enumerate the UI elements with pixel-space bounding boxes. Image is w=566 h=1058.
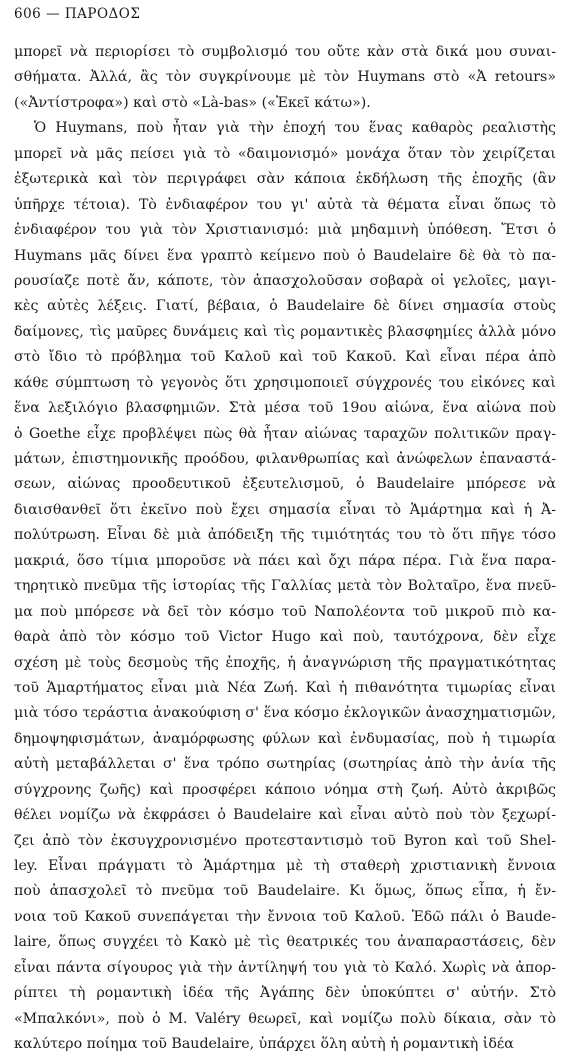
page-body [14, 40, 556, 1058]
text-line: τοῦ Ἁμαρτήματος εἶναι μιὰ Νέα Ζωή. Καὶ ἡ πιθανότητα τιμωρίας εἶναι [14, 679, 556, 696]
running-title: ΠΑΡΟΔΟΣ [64, 6, 141, 22]
text-line: πολύτρωση. Εἶναι δὲ μιὰ ἀπόδειξη τῆς τιμιότητάς του τὸ ὅτι πῆγε τόσο [14, 527, 556, 544]
text-line: «Μπαλκόνι», ποὺ ὁ M. Valéry θεωρεῖ, καὶ νομίζω πολὺ δίκαια, σὰν τὸ [14, 1010, 556, 1027]
running-header [14, 6, 140, 22]
text-line: θέλει νομίζω νὰ ἐκφράσει ὁ Baudelaire καὶ εἶναι αὐτὸ ποὺ τὸν ξεχωρί- [14, 807, 556, 824]
text-line: ἕνα λεξιλόγιο βλασφημιῶν. Στὰ μέσα τοῦ 19ου αἰώνα, ἕνα αἰώνα ποὺ [14, 400, 556, 417]
text-line: εἶναι πάντα σίγουρος γιὰ τὴν ἀντίληψή του γιὰ τὸ Καλό. Χωρὶς νὰ ἀπορ- [14, 959, 556, 976]
text-line: ley. Εἶναι πράγματι τὸ Ἁμάρτημα μὲ τὴ σταθερὴ χριστιανικὴ ἔννοια [14, 858, 556, 874]
text-line: ρουσίαζε ποτὲ ἄν, κάποτε, τὸν ἀπασχολοῦσαν σοβαρὰ οἱ γελοῖες, μαγι- [14, 272, 556, 289]
text-line: ζει ἀπὸ τὸν ἐκσυγχρονισμένο προτεσταντισμὸ τοῦ Byron καὶ τοῦ Shel- [14, 832, 556, 849]
text-line: ποὺ ἀπασχολεῖ τὸ πνεῦμα τοῦ Baudelaire. Κι ὅμως, ὅπως εἶπα, ἡ ἔν- [14, 883, 556, 900]
text-line: μπορεῖ νὰ μᾶς πείσει γιὰ τὸ «δαιμονισμό» μονάχα ὅταν τὸν χειρίζεται [14, 145, 556, 162]
text-line: διαισθανθεῖ ὅτι ἐκεῖνο ποὺ ἔχει σημασία εἶναι τὸ Ἁμάρτημα καὶ ἡ Ἀ- [14, 501, 556, 518]
text-line: μακριά, ὅσο τίμια μποροῦσε νὰ πάει καὶ ὄχι πάρα πέρα. Γιὰ ἕνα παρα- [14, 552, 556, 569]
text-line: μάτων, ἐπιστημονικῆς προόδου, φιλανθρωπίας καὶ ἀνώφελων ἐπαναστά- [14, 451, 556, 467]
text-line: καλύτερο ποίημα τοῦ Baudelaire, ὑπάρχει ὅλη αὐτὴ ἡ ρομαντικὴ ἰδέα [14, 1036, 514, 1053]
text-line: Ὁ Huymans, ποὺ ἦταν γιὰ τὴν ἐποχή του ἕνας καθαρὸς ρεαλιστὴς [34, 120, 556, 137]
text-line: ὁ Goethe εἶχε προβλέψει πὼς θὰ ἦταν αἰώνας ταραχῶν πολιτικῶν πραγ- [14, 425, 556, 442]
text-line: σύγχρονης ζωῆς) καὶ προσφέρει κάποιο νόημα στὴ ζωή. Αὐτὸ ἀκριβῶς [14, 781, 556, 798]
paragraph [14, 116, 556, 1057]
text-line: τηρητικὸ πνεῦμα τῆς ἱστορίας τῆς Γαλλίας μετὰ τὸν Βολταῖρο, ἕνα πνεῦ- [14, 578, 556, 595]
text-line: σεων, αἰώνας προοδευτικοῦ ἐξευτελισμοῦ, ὁ Baudelaire μπόρεσε νὰ [14, 476, 556, 493]
text-line: ἐξωτερικὰ καὶ τὸν περιγράφει σὰν κάποια ἐκδήλωση τῆς ἐποχῆς (ἂν [14, 171, 556, 188]
text-line: κὲς αὐτὲς λέξεις. Γιατί, βέβαια, ὁ Baudelaire δὲ δίνει σημασία στοὺς [14, 298, 556, 315]
text-line: ἐνδιαφέρον του γιὰ τὸν Χριστιανισμό: μιὰ μηδαμινὴ ὑπόθεση. Ἔτσι ὁ [14, 222, 556, 239]
text-line: δημοψηφισμάτων, ἀναμόρφωσης φύλων καὶ ἐνδυμασίας, ποὺ ἡ τιμωρία [14, 730, 556, 747]
text-line: νοια τοῦ Κακοῦ συνεπάγεται τὴν ἔννοια τοῦ Καλοῦ. Ἐδῶ πάλι ὁ Baude- [14, 908, 556, 925]
text-line: μιὰ τόσο τεράστια ἀνακούφιση σ' ἕνα κόσμο ἐκλογικῶν ἀνασχηματισμῶν, [14, 705, 556, 722]
paragraph [14, 40, 556, 116]
text-line: θαρὰ ἀπὸ τὸν κόσμο τοῦ Victor Hugo καὶ ποὺ, ταυτόχρονα, δὲν εἶχε [14, 629, 556, 646]
text-line: σχέση μὲ τοὺς δεσμοὺς τῆς ἐποχῆς, ἡ ἀναγνώριση τῆς πραγματικότητας [14, 654, 556, 671]
text-line: μα ποὺ μπόρεσε νὰ δεῖ τὸν κόσμο τοῦ Ναπολέοντα τοῦ μικροῦ πιὸ κα- [14, 603, 556, 620]
header-separator: — [41, 6, 65, 22]
text-line: laire, ὅπως συγχέει τὸ Κακὸ μὲ τὶς θεατρικές του ἀναπαραστάσεις, δὲν [14, 934, 556, 951]
text-line: στὸ ἴδιο τὸ πρόβλημα τοῦ Καλοῦ καὶ τοῦ Κακοῦ. Καὶ εἶναι πέρα ἀπὸ [14, 349, 556, 366]
page-number: 606 [14, 6, 42, 22]
text-line: ρίπτει τὴ ρομαντικὴ ἰδέα τῆς Ἀγάπης δὲν ὑποκύπτει σ' αὐτήν. Στὸ [14, 985, 556, 1002]
text-line: σθήματα. Ἀλλά, ἂς τὸν συγκρίνουμε μὲ τὸν Huymans στὸ «Ἀ retours» [14, 69, 556, 86]
text-line: Huymans μᾶς δίνει ἕνα γραπτὸ κείμενο ποὺ ὁ Baudelaire δὲ θὰ τὸ πα- [14, 247, 556, 264]
text-line: μπορεῖ νὰ περιορίσει τὸ συμβολισμό του οὔτε κὰν στὰ δικά μου συναι- [14, 44, 556, 60]
text-line: αὐτὴ μεταβάλλεται σ' ἕνα τρόπο σωτηρίας (σωτηρίας ἀπὸ τὴν ἀνία τῆς [14, 756, 556, 773]
text-line: ὑπῆρχε τέτοια). Τὸ ἐνδιαφέρον του γι' αὐτὰ τὰ θέματα εἶναι ὅπως τὸ [14, 196, 556, 213]
text-line: («Ἀντίστροφα») καὶ στὸ «Là-bas» («Ἐκεῖ κάτω»). [14, 94, 371, 111]
text-line: κάθε σύμπτωση τὸ γεγονὸς ὅτι χρησιμοποιεῖ σύγχρονές του εἰκόνες καὶ [14, 374, 556, 391]
text-line: δαίμονες, τὶς μαῦρες δυνάμεις καὶ τὶς ρομαντικὲς βλασφημίες ἀλλὰ μόνο [14, 323, 556, 340]
